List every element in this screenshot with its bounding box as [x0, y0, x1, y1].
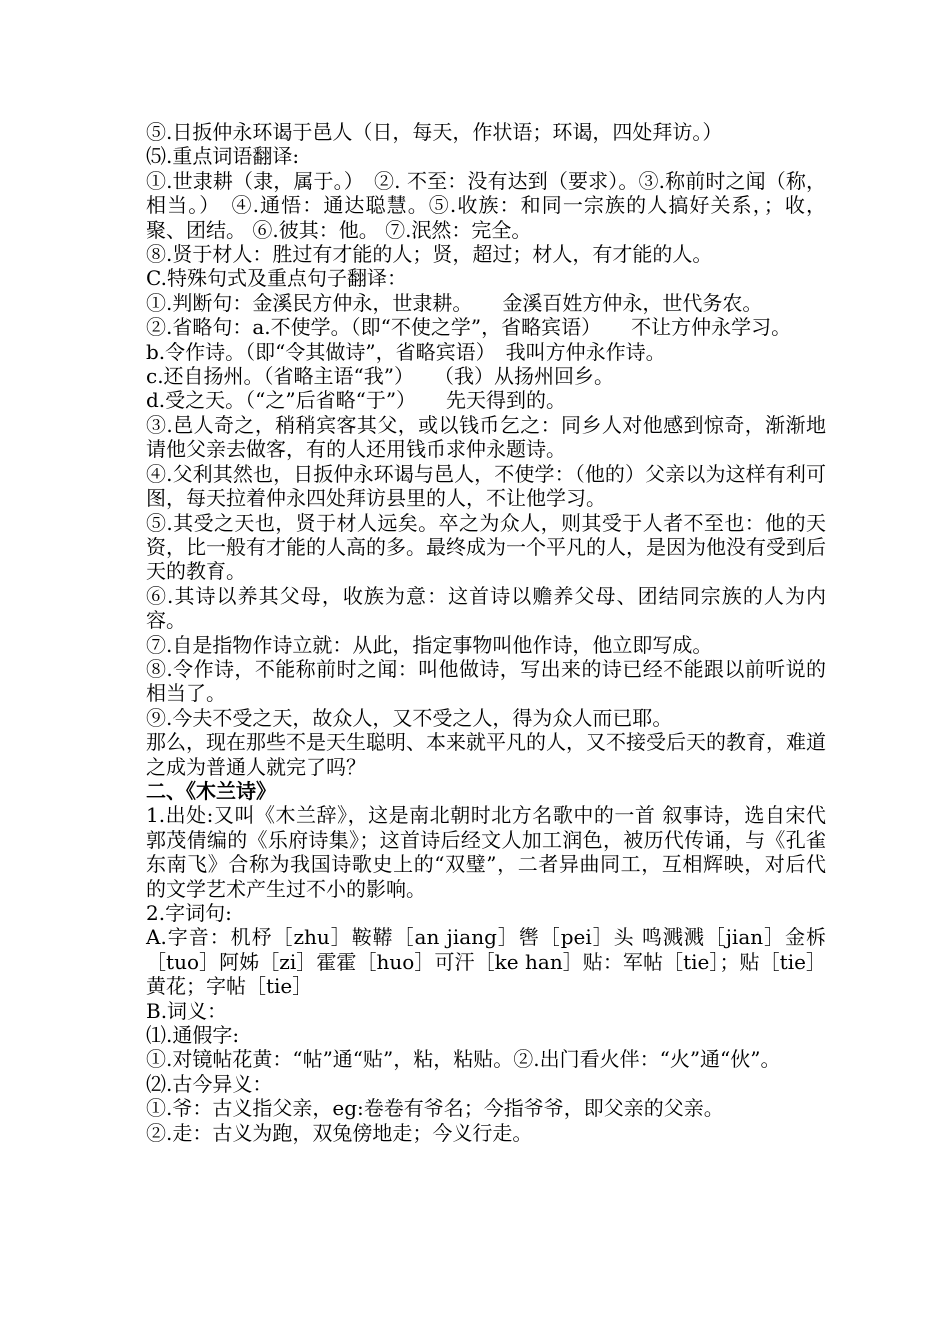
text-line: ①.对镜帖花黄：“帖”通“贴”，粘，粘贴。②.出门看火伴：“火”通“伙”。 [146, 1047, 781, 1072]
text-line: ②.走：古义为跑，双兔傍地走；今义行走。 [146, 1120, 533, 1145]
text-line: ⑤.日扳仲永环谒于邑人（日，每天，作状语；环谒，四处拜访。） [146, 120, 723, 144]
text-line: b.令作诗。（即“令其做诗”，省略宾语） 我叫方仲永作诗。 [146, 339, 666, 364]
text-line: ①.判断句：金溪民方仲永，世隶耕。 金溪百姓方仲永，世代务农。 [146, 290, 763, 315]
text-line: ③.邑人奇之，稍稍宾客其父，或以钱币乞之：同乡人对他感到惊奇，渐渐地请他父亲去做客，有的人还用钱币求仲永题诗。 [146, 412, 826, 462]
text-line: c.还自扬州。（省略主语“我”） （我）从扬州回乡。 [146, 364, 615, 389]
text-line: ⑥.其诗以养其父母，收族为意：这首诗以赡养父母、团结同宗族的人为内容。 [146, 583, 826, 633]
section-heading: 二、《木兰诗》 [146, 778, 276, 803]
text-line: ⑤.其受之天也，贤于材人远矣。卒之为众人，则其受于人者不至也：他的天资，比一般有才能的人高的多。最终成为一个平凡的人，是因为他没有受到后天的教育。 [146, 510, 826, 584]
text-line: C.特殊句式及重点句子翻译： [146, 266, 407, 291]
text-line: 那么，现在那些不是天生聪明、本来就平凡的人，又不接受后天的教育，难道之成为普通人就完了吗？ [146, 730, 826, 779]
text-line: ⑵.古今异义： [146, 1071, 273, 1096]
text-line: d.受之天。（“之”后省略“于”） 先天得到的。 [146, 388, 567, 413]
text-line: ①.世隶耕（隶，属于。） ②. 不至：没有达到（要求）。③.称前时之闻（称，相当。） ④.通悟：通达聪慧。⑤.收族：和同一宗族的人搞好关系，；收，聚、团结。 ⑥.彼其：他。 ⑦.泯然：完全。 [146, 168, 826, 242]
text-line: ⑸.重点词语翻译: [146, 144, 300, 169]
text-line: B.词义： [146, 998, 228, 1023]
text-line: ⑨.今夫不受之天，故众人，又不受之人，得为众人而已耶。 [146, 705, 673, 730]
text-line: ⑦.自是指物作诗立就：从此，指定事物叫他作诗，他立即写成。 [146, 632, 713, 657]
text-line: 1.出处:又叫《木兰辞》，这是南北朝时北方名歌中的一首 叙事诗，选自宋代郭茂倩编的《乐府诗集》；这首诗后经文人加工润色，被历代传诵，与《孔雀东南飞》合称为我国诗歌史上的“双璧”，二者异曲同工，互相辉映，对后代的文学艺术产生过不小的影响。 [146, 803, 826, 901]
text-line: 2.字词句: [146, 901, 232, 925]
text-line: ④.父利其然也，日扳仲永环谒与邑人，不使学：（他的）父亲以为这样有利可图，每天拉着仲永四处拜访县里的人，不让他学习。 [146, 461, 826, 511]
text-line: A.字音：机杼［zhu］鞍鞯［an jiang］辔［pei］头 鸣溅溅［jian］金柝［tuo］阿姊［zi］霍霍［huo］可汗［ke han］贴：军帖［tie］；贴［tie］黄花；字帖［tie］ [146, 925, 826, 999]
document-page [146, 120, 826, 1145]
text-line: ①.爷：古义指父亲，eg:卷卷有爷名；今指爷爷，即父亲的父亲。 [146, 1096, 724, 1121]
text-line: ②.省略句：a.不使学。（即“不使之学”，省略宾语） 不让方仲永学习。 [146, 315, 792, 340]
text-line: ⑧.贤于材人：胜过有才能的人；贤，超过；材人，有才能的人。 [146, 242, 713, 267]
text-line: ⑧.令作诗，不能称前时之闻：叫他做诗，写出来的诗已经不能跟以前听说的相当了。 [146, 656, 826, 706]
text-line: ⑴.通假字: [146, 1023, 240, 1048]
